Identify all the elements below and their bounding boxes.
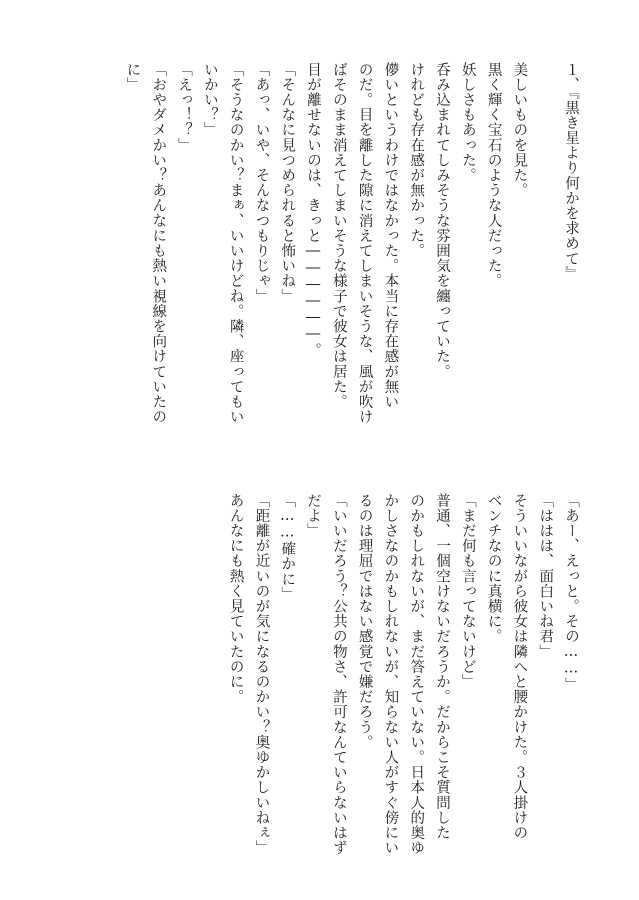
dialogue-line: 「ははは、面白いね君」 xyxy=(537,493,554,660)
dialogue-line: 「えっ！？」 xyxy=(176,62,193,153)
text-line: 妖しさもあった。 xyxy=(459,62,476,183)
text-line: そういいながら彼女は隣へと腰かけた。３人掛けの xyxy=(511,493,528,841)
text-line: けれども存在感が無かった。 xyxy=(408,62,425,259)
dialogue-line: 「……確かに」 xyxy=(279,493,296,602)
heading-spacer xyxy=(531,62,557,454)
text-line: かしさなのかもしれないが、知らない人がすぐ傍にい xyxy=(382,493,399,856)
dialogue-line: に」 xyxy=(124,62,141,93)
dialogue-line: 「おやダメかい？あんなにも熱い視線を向けていたの xyxy=(150,62,167,425)
dialogue-line: 「そうなのかい？まぁ、いいけどね。隣、座ってもい xyxy=(227,62,244,425)
text-line: 呑み込まれてしみそうな雰囲気を纏っていた。 xyxy=(434,62,451,380)
text-line: 儚いというわけではなかった。本当に存在感が無い xyxy=(382,62,399,410)
text-line: 目が離せないのは、きっと――――――。 xyxy=(305,62,322,358)
text-line: ベンチなのに真横に。 xyxy=(485,493,502,644)
dialogue-line: 「あー、えっと。その……」 xyxy=(563,493,579,693)
text-line: 黒く輝く宝石のような人だった。 xyxy=(485,62,502,289)
text-line: ばそのまま消えてしまいそうな様子で彼女は居た。 xyxy=(330,62,347,410)
dialogue-line: 「まだ何も言ってないけど」 xyxy=(459,493,476,690)
dialogue-line: 「あっ、いや、そんなつもりじゃ」 xyxy=(253,62,270,304)
dialogue-line: 「いいだろう？公共の物さ、許可なんていらないはず xyxy=(330,493,347,856)
dialogue-line: 「そんなに見つめられると怖いね」 xyxy=(279,62,296,304)
text-line: 美しいものを見た。 xyxy=(511,62,528,198)
text-line: るのは理屈ではない感覚で嫌だろう。 xyxy=(356,493,373,750)
chapter-title: １、『黒き星より何かを求めて』 xyxy=(563,62,579,282)
text-line: のだ。目を離した隙に消えてしまいそうな、風が吹け xyxy=(356,62,373,425)
lower-text-block xyxy=(222,493,583,885)
dialogue-line: 「距離が近いのが気になるのかい？奥ゆかしいねぇ」 xyxy=(253,493,270,856)
dialogue-line: いかい？」 xyxy=(201,62,218,138)
text-line: あんなにも熱く見ていたのに。 xyxy=(227,493,244,705)
text-line: 普通、一個空けないだろうか。だからこそ質問した xyxy=(434,493,451,841)
text-line: のかもしれないが、まだ答えていない。日本人的奥ゆ xyxy=(408,493,425,856)
dialogue-line: だよ」 xyxy=(305,493,322,539)
upper-text-block xyxy=(119,62,583,454)
